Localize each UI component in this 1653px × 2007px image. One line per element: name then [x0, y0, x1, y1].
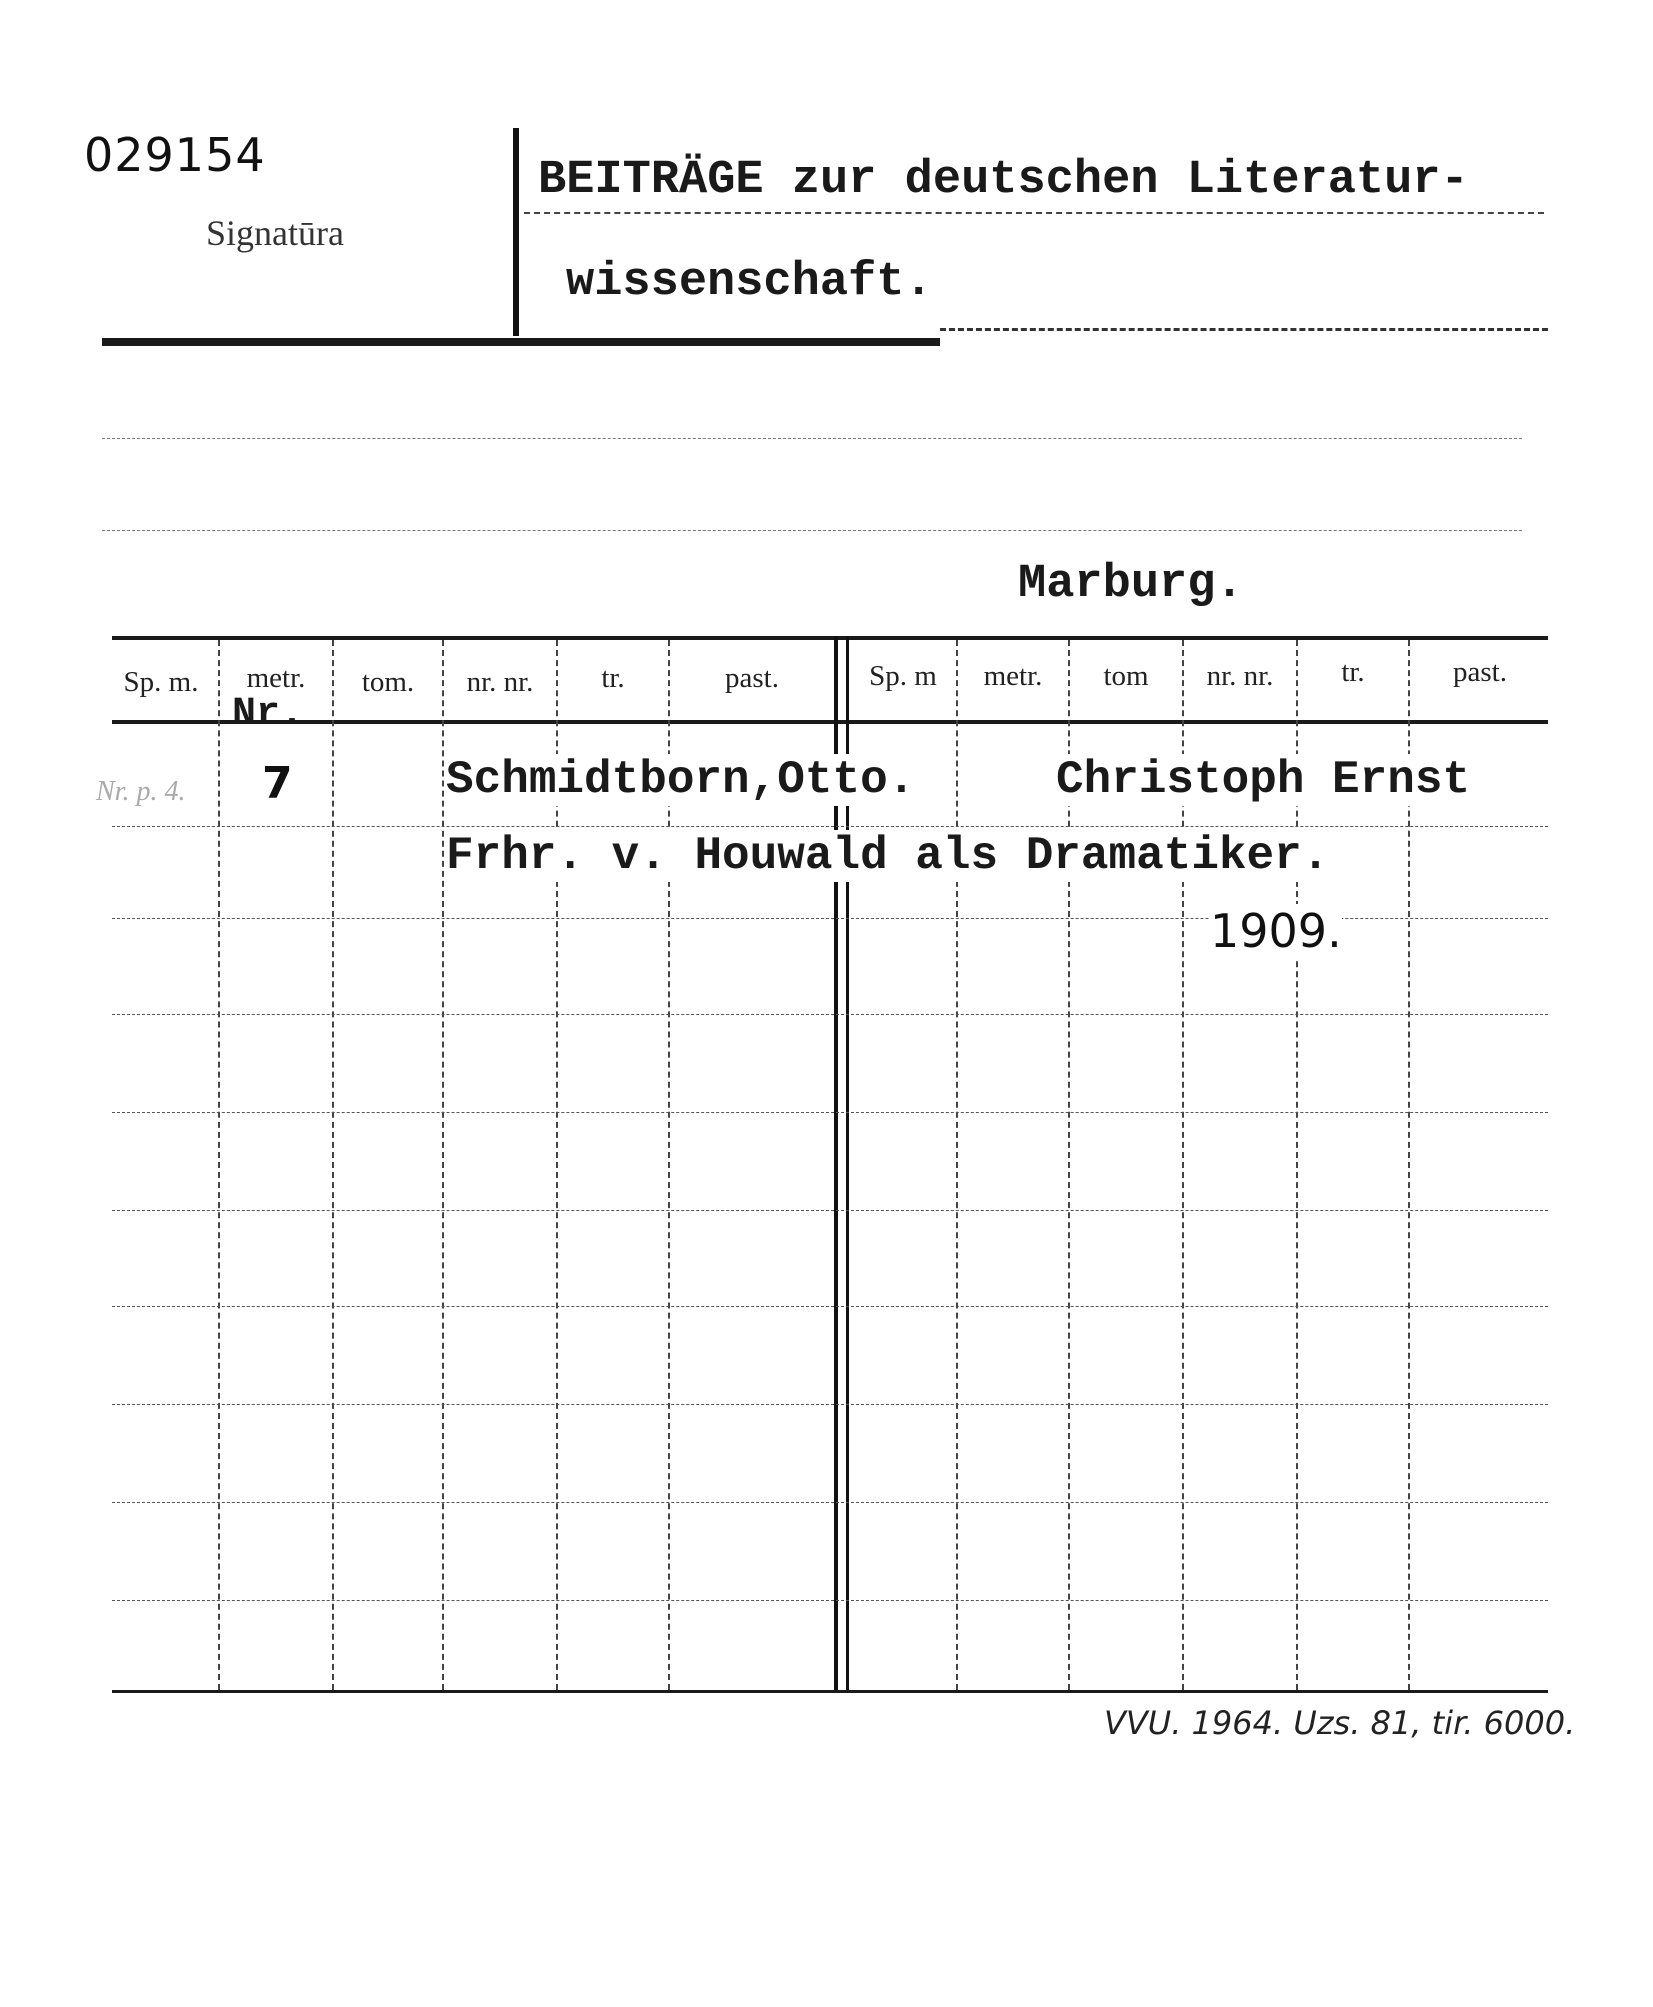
blank-line-1 [102, 438, 1522, 439]
nr-label: Nr. [232, 692, 305, 737]
entry-margin-note: Nr. p. 4. [96, 776, 186, 807]
col-header-sp-m-right: Sp. m [869, 660, 937, 692]
entry-title-line-2: Frhr. v. Houwald als Dramatiker. [446, 830, 1330, 882]
col-header-tr-right: tr. [1341, 656, 1365, 688]
entry-number: 7 [262, 758, 293, 809]
title-line-2: wissenschaft. [566, 256, 933, 309]
header-bottom-rule [102, 338, 940, 346]
printer-note: VVU. 1964. Uzs. 81, tir. 6000. [1104, 1704, 1576, 1742]
entry-author: Schmidtborn,Otto. [446, 754, 916, 806]
header-divider [513, 128, 519, 336]
row-line-5 [112, 1210, 1548, 1211]
col-line-2 [332, 640, 334, 1690]
col-header-past-left: past. [725, 662, 779, 694]
header-bottom-rule-faint [940, 328, 1548, 331]
col-line-7 [956, 640, 958, 1690]
table-header-rule [112, 720, 1548, 724]
col-header-past-right: past. [1453, 656, 1507, 688]
col-header-metr-right: metr. [983, 660, 1043, 692]
entry-year: 1909. [1210, 904, 1342, 958]
col-line-3 [442, 640, 444, 1690]
call-number-label: Signatūra [206, 213, 344, 253]
table-bottom-rule [112, 1690, 1548, 1693]
row-line-6 [112, 1306, 1548, 1307]
blank-line-2 [102, 530, 1522, 531]
row-line-3 [112, 1014, 1548, 1015]
title-underline-1 [524, 212, 1544, 214]
row-line-9 [112, 1600, 1548, 1601]
place-of-publication: Marburg. [1018, 558, 1244, 611]
col-header-tom-right: tom [1103, 660, 1149, 692]
row-line-4 [112, 1112, 1548, 1113]
col-header-nrnr-right: nr. nr. [1206, 660, 1274, 692]
title-line-1: BEITRÄGE zur deutschen Literatur- [538, 154, 1469, 207]
col-header-tr-left: tr. [601, 662, 625, 694]
col-line-1 [218, 640, 220, 1690]
table-top-rule [112, 636, 1548, 640]
row-line-8 [112, 1502, 1548, 1503]
col-header-metr-left: metr. [246, 662, 306, 694]
call-number: 029154 [84, 128, 266, 182]
col-header-tom-left: tom. [361, 666, 415, 698]
row-line-7 [112, 1404, 1548, 1405]
row-line-1 [112, 826, 1548, 827]
entry-title-line-1: Christoph Ernst [1056, 754, 1471, 806]
col-header-nrnr-left: nr. nr. [466, 666, 534, 698]
col-header-sp-m-left: Sp. m. [123, 666, 199, 698]
